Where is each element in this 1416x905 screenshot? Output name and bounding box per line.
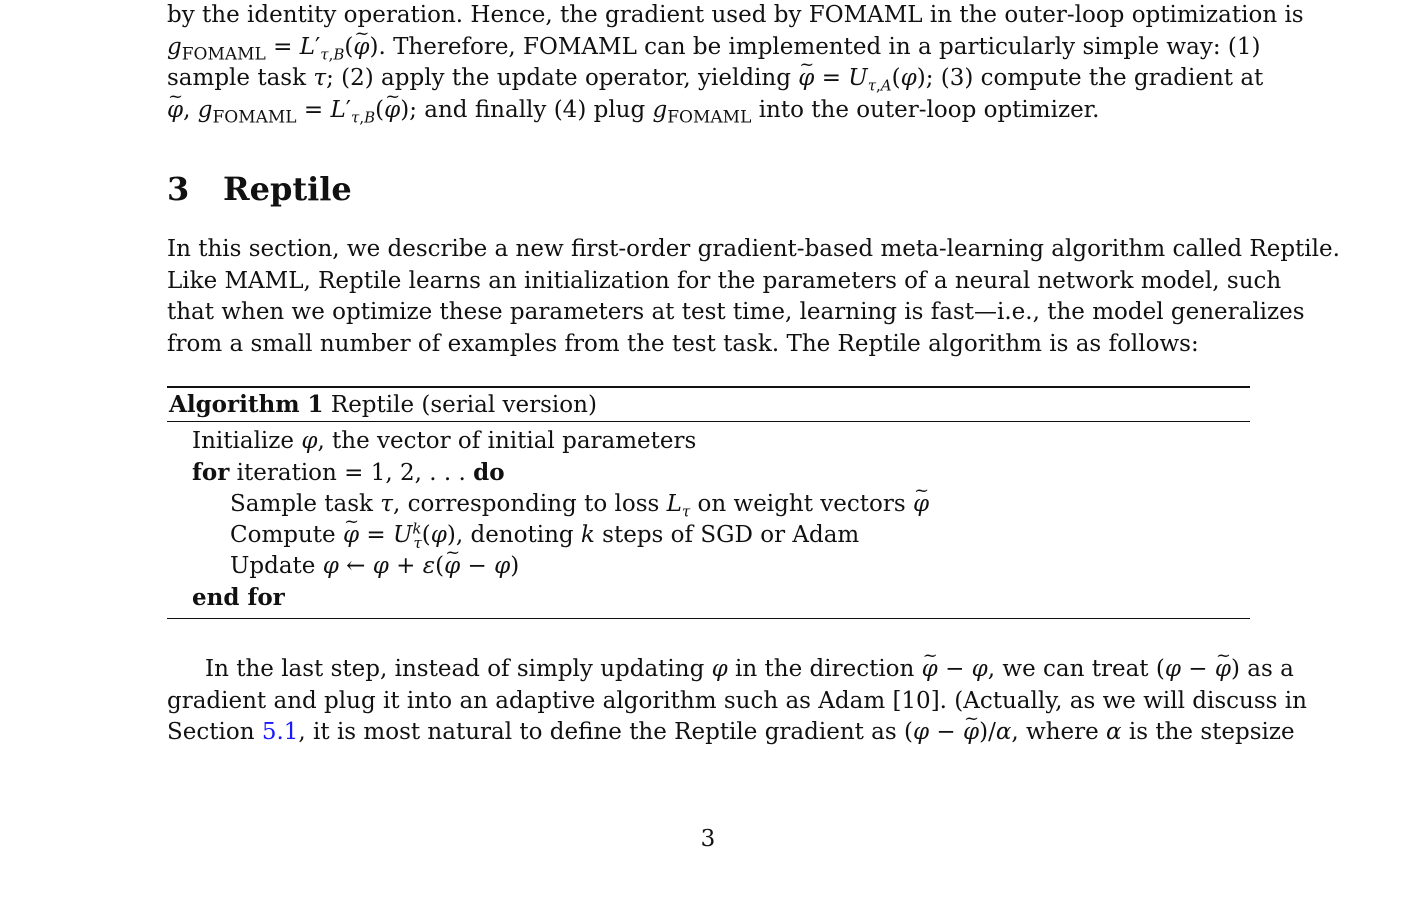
- section-line-3: that when we optimize these parameters at test time, learning is fast—i.e., the model generalizes: [167, 299, 1305, 325]
- section-line-4: from a small number of examples from the test task. The Reptile algorithm is as follows:: [167, 330, 1199, 357]
- algorithm-steps: [167, 422, 1250, 618]
- algo-step-for: for iteration = 1, 2, . . . do: [192, 459, 505, 486]
- section-number: 3: [167, 170, 190, 208]
- intro-line-3: sample task τ; (2) apply the update operator, yielding ~ $\varphi = U_{\tau,A}(\varphi)$; (3) compute the gradient at: [167, 63, 1250, 95]
- algo-step-initialize: Initialize φ, the vector of initial parameters: [192, 428, 697, 454]
- intro-line-2: $g_{FOMAML}$ = $L'_{\tau,B}(\sim$ φ). Therefore, FOMAML can be implemented in a particularly simple way: (1): [167, 32, 1250, 64]
- algo-step-sample: Sample task τ, corresponding to loss $L_\tau$ on weight vectors ~ φ: [192, 489, 1250, 520]
- intro-paragraph: [167, 0, 1304, 128]
- page-number: 3: [700, 826, 716, 852]
- final-line-2: gradient and plug it into an adaptive algorithm such as Adam [10]. (Actually, as we will discuss in: [167, 687, 1307, 714]
- final-line-3: Section 5.1, it is most natural to define the Reptile gradient as (φ − ~ φ)/α, where α is the stepsize: [167, 717, 1250, 749]
- section-heading: [167, 170, 352, 208]
- section-title: Reptile: [223, 170, 352, 208]
- final-paragraph: [167, 654, 1307, 749]
- intro-line-1: by the identity operation. Hence, the gradient used by FOMAML in the outer-loop optimization is: [167, 2, 1304, 28]
- intro-line-4: ~ φ, $g_{FOMAML}$ = $L'_{\tau,B}(\sim$ φ); and finally (4) plug $g_{FOMAML}$ into the outer-loop optimizer.: [167, 95, 1250, 127]
- algorithm-caption: Reptile (serial version): [330, 392, 597, 418]
- algorithm-label: Algorithm 1: [169, 391, 324, 418]
- section-line-1: In this section, we describe a new first-order gradient-based meta-learning algorithm called Reptile.: [167, 236, 1340, 262]
- algo-step-endfor: end for: [192, 584, 285, 611]
- section-reference-link[interactable]: 5.1: [261, 719, 299, 745]
- algorithm-box: [167, 386, 1250, 619]
- section-paragraph: [167, 234, 1340, 360]
- section-line-2: Like MAML, Reptile learns an initialization for the parameters of a neural network model, such: [167, 267, 1282, 294]
- algo-step-update: Update φ ← φ + ε(~ φ − φ): [192, 551, 1250, 582]
- algorithm-header: [167, 388, 1250, 422]
- algo-step-compute: Compute ~ $\varphi = U^k_\tau(\varphi)$, denoting k steps of SGD or Adam: [192, 520, 1250, 551]
- final-line-1: In the last step, instead of simply updating φ in the direction ~ φ − φ, we can treat (φ − ~ φ) as a: [167, 654, 1250, 686]
